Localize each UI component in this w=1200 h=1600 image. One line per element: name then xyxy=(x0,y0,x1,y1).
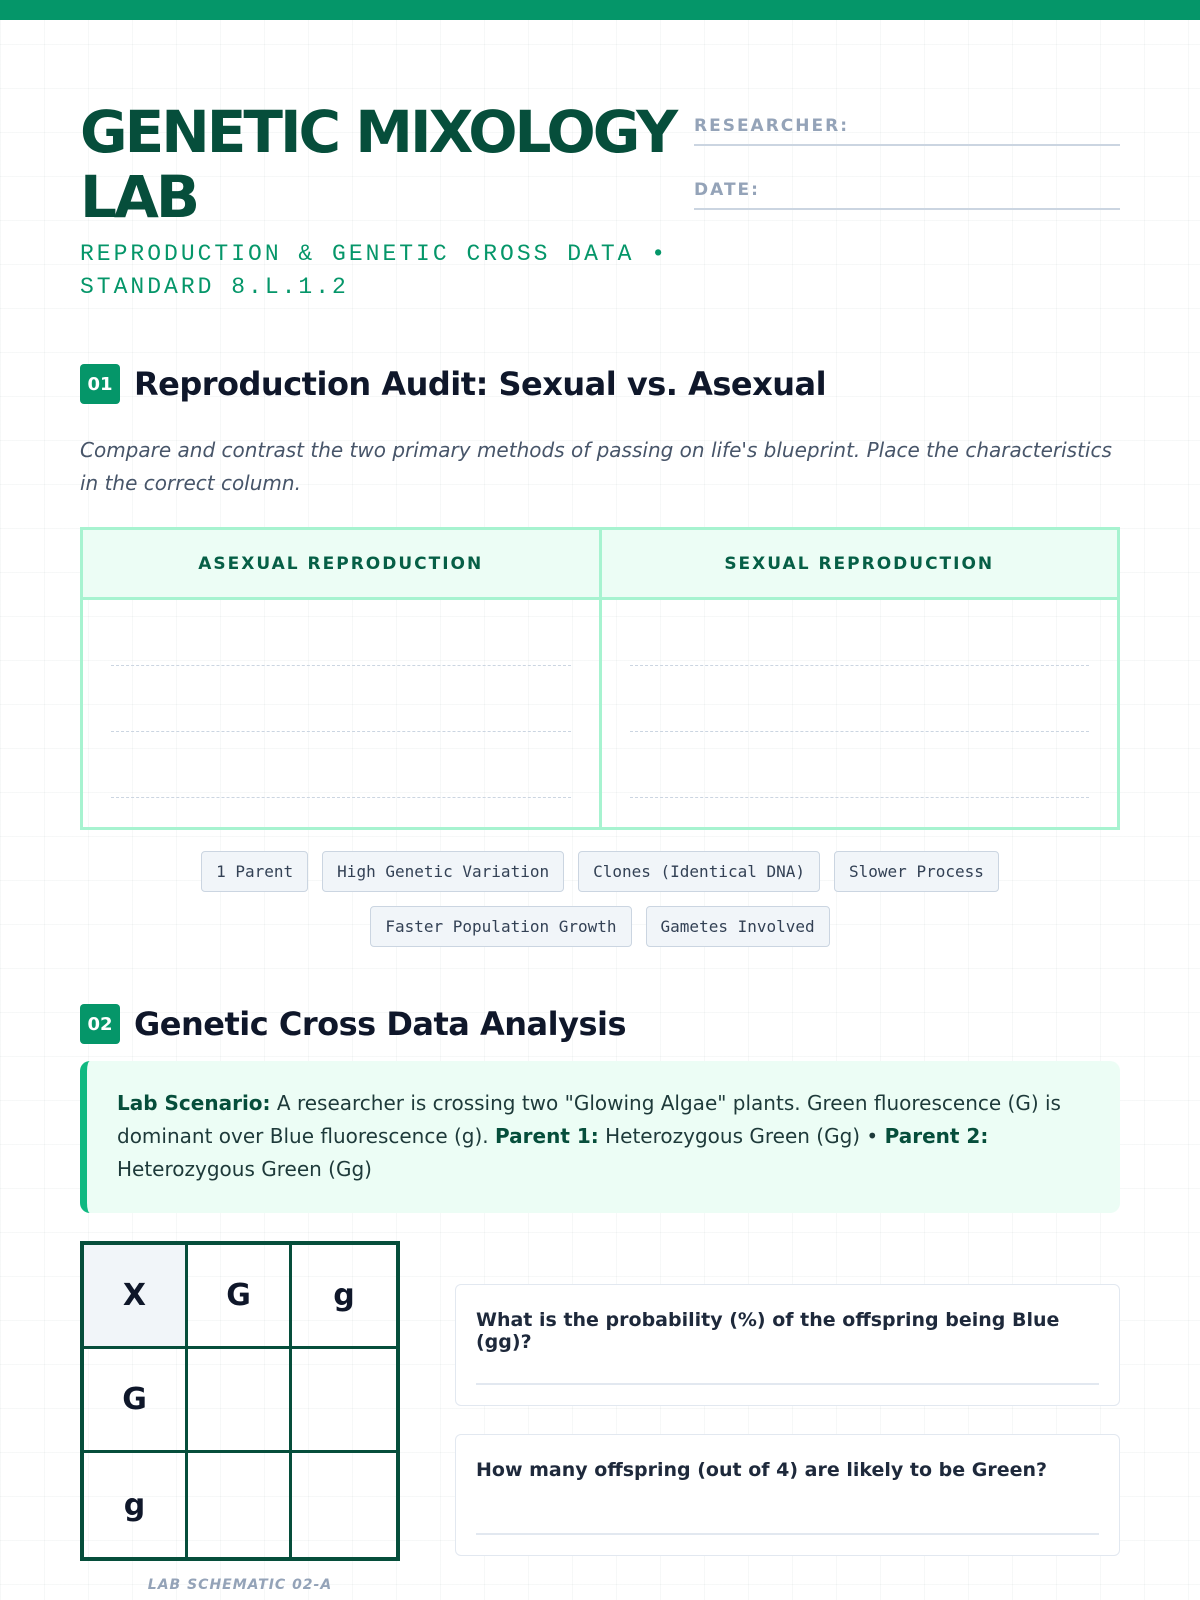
chip-1-parent[interactable]: 1 Parent xyxy=(201,851,308,892)
date-label: DATE: xyxy=(694,180,760,200)
punnett-top-allele: G xyxy=(188,1245,292,1349)
section-1-number: 01 xyxy=(80,364,120,404)
chip-clones[interactable]: Clones (Identical DNA) xyxy=(578,851,820,892)
comparison-table xyxy=(80,527,1120,830)
answer-line xyxy=(630,797,1090,798)
answer-line xyxy=(111,731,571,732)
answer-line xyxy=(630,665,1090,666)
parent-2-label: Parent 2: xyxy=(884,1124,989,1148)
question-card-2 xyxy=(455,1434,1120,1556)
section-1-heading xyxy=(80,364,826,404)
answer-line xyxy=(111,797,571,798)
parent-1-text: Heterozygous Green (Gg) • xyxy=(598,1124,885,1148)
asexual-column-header: ASEXUAL REPRODUCTION xyxy=(83,530,599,600)
page-title xyxy=(80,100,680,230)
schematic-caption: LAB SCHEMATIC 02-A xyxy=(147,1577,333,1593)
punnett-cell[interactable] xyxy=(292,1453,396,1557)
chip-slower-process[interactable]: Slower Process xyxy=(834,851,999,892)
section-2-number: 02 xyxy=(80,1004,120,1044)
asexual-drop-zone[interactable] xyxy=(83,600,599,827)
chip-faster-population-growth[interactable]: Faster Population Growth xyxy=(370,906,631,947)
punnett-corner: X xyxy=(84,1245,188,1349)
researcher-label: RESEARCHER: xyxy=(694,116,850,136)
sexual-column-header: SEXUAL REPRODUCTION xyxy=(602,530,1118,600)
punnett-cell[interactable] xyxy=(292,1349,396,1453)
answer-line xyxy=(111,665,571,666)
title-line-2: LAB xyxy=(80,163,198,231)
asexual-column xyxy=(83,530,599,827)
question-1-answer-line[interactable] xyxy=(476,1383,1099,1385)
punnett-side-allele: G xyxy=(84,1349,188,1453)
characteristic-chip-bank xyxy=(80,851,1120,947)
question-2-answer-line[interactable] xyxy=(476,1533,1099,1535)
sexual-column xyxy=(599,530,1118,827)
punnett-cell[interactable] xyxy=(188,1349,292,1453)
punnett-square xyxy=(80,1241,400,1561)
scenario-label: Lab Scenario: xyxy=(117,1091,271,1115)
question-2-text: How many offspring (out of 4) are likely to be Green? xyxy=(476,1459,1048,1481)
title-line-1: GENETIC MIXOLOGY xyxy=(80,98,676,166)
punnett-top-allele: g xyxy=(292,1245,396,1349)
punnett-side-allele: g xyxy=(84,1453,188,1557)
chip-gametes-involved[interactable]: Gametes Involved xyxy=(646,906,830,947)
section-2-heading xyxy=(80,1004,626,1044)
researcher-field[interactable] xyxy=(694,116,1120,146)
page-subtitle: REPRODUCTION & GENETIC CROSS DATA • STANDARD 8.L.1.2 xyxy=(80,241,669,300)
section-2-title: Genetic Cross Data Analysis xyxy=(134,1005,627,1043)
section-1-title: Reproduction Audit: Sexual vs. Asexual xyxy=(134,365,827,403)
sexual-drop-zone[interactable] xyxy=(602,600,1118,827)
lab-scenario-callout xyxy=(80,1061,1120,1213)
question-1-text: What is the probability (%) of the offspring being Blue (gg)? xyxy=(476,1309,1060,1353)
question-card-1 xyxy=(455,1284,1120,1406)
chip-high-genetic-variation[interactable]: High Genetic Variation xyxy=(322,851,564,892)
parent-1-label: Parent 1: xyxy=(495,1124,599,1148)
answer-line xyxy=(630,731,1090,732)
punnett-cell[interactable] xyxy=(188,1453,292,1557)
parent-2-text: Heterozygous Green (Gg) xyxy=(117,1157,372,1181)
top-accent-bar xyxy=(0,0,1200,20)
date-field[interactable] xyxy=(694,180,1120,210)
section-1-instructions: Compare and contrast the two primary methods of passing on life's blueprint. Place the characteristics in the correct column. xyxy=(80,438,1112,495)
scenario-text: A researcher is crossing two "Glowing Algae" plants. Green fluorescence (G) is dominant over Blue fluorescence (g). xyxy=(117,1091,1061,1148)
